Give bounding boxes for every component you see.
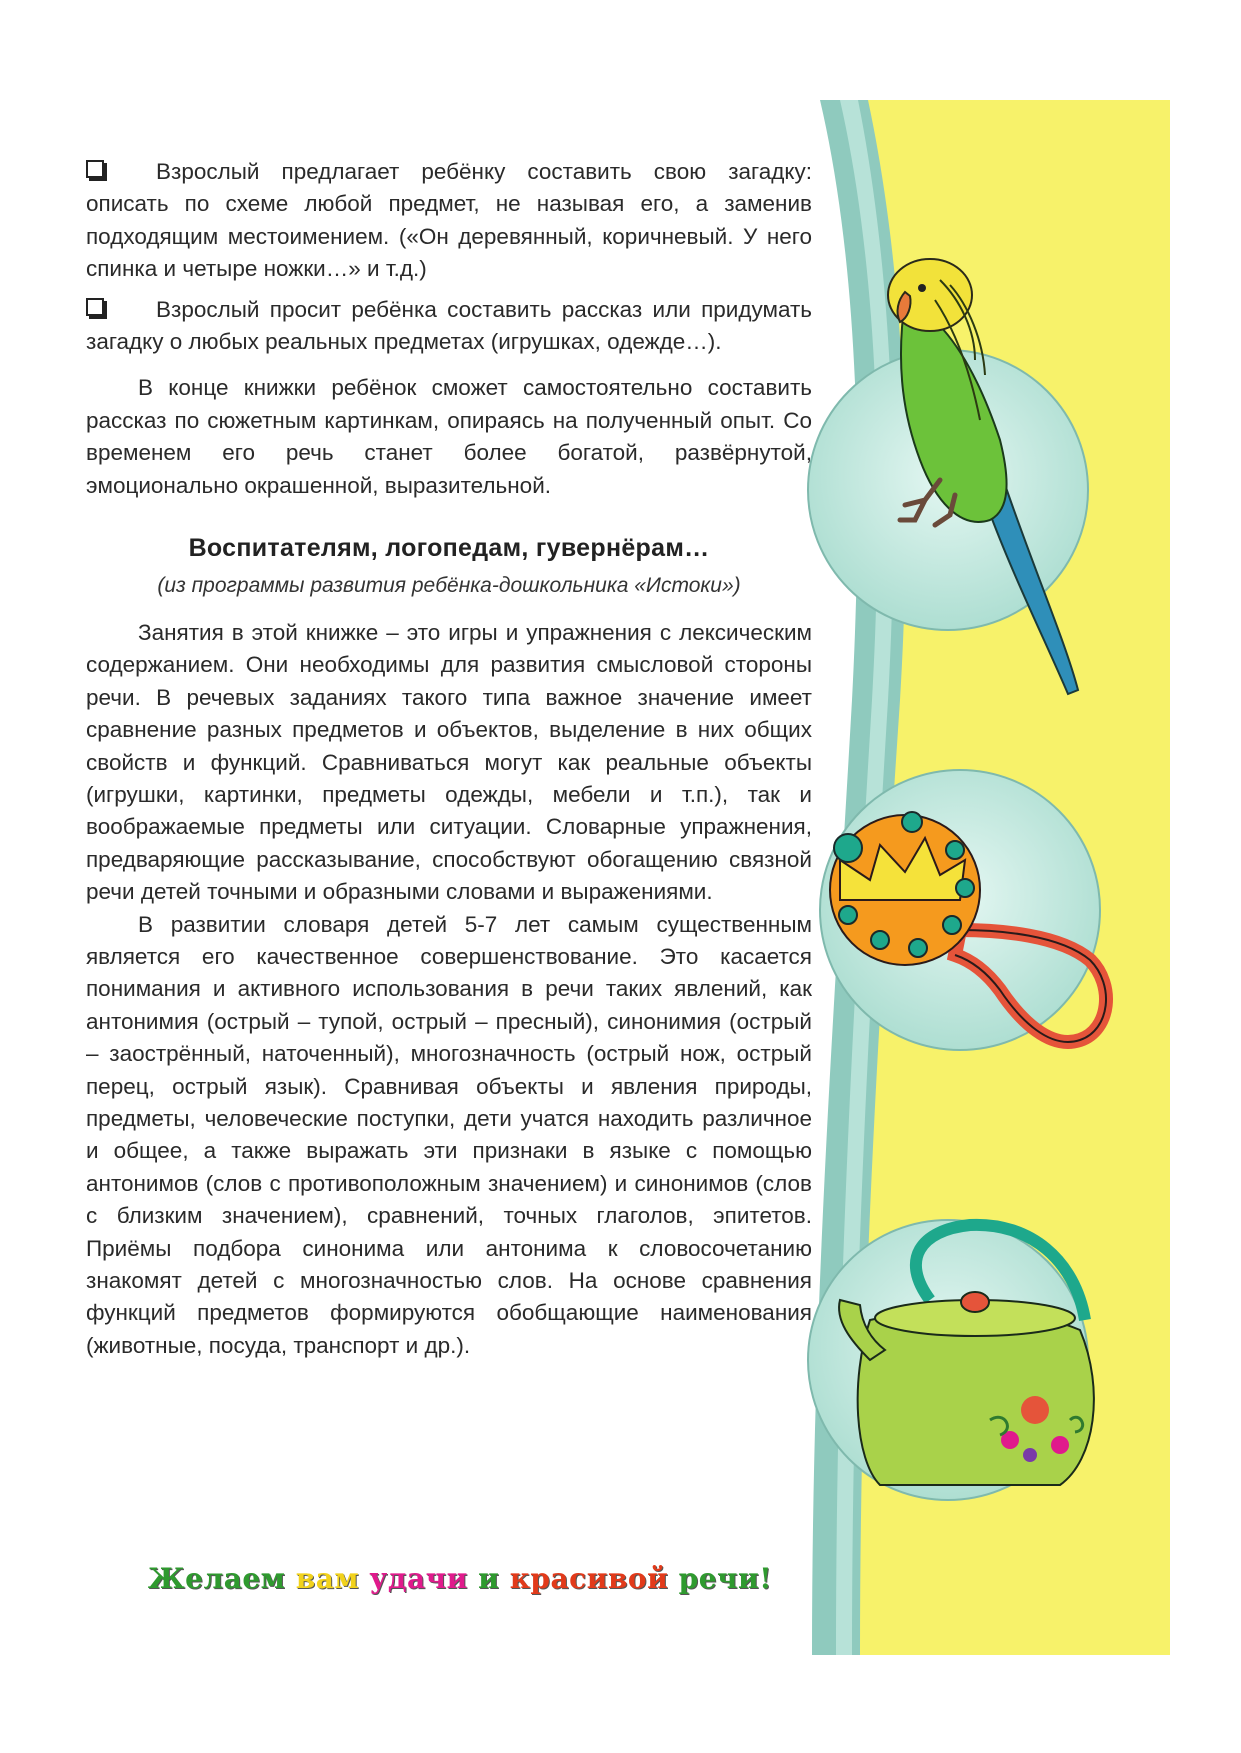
checkbox-bullet-icon	[86, 298, 104, 316]
section-heading: Воспитателям, логопедам, гувернёрам…	[188, 534, 710, 563]
wish-word-2: вам	[295, 1562, 360, 1595]
paragraph-1-text: Взрослый предлагает ребёнку составить свою загадку: описать по схеме любой предмет, не называя его, а заменив подходящим местоимением. («Он деревянный, коричневый. У него спинка и четыре ножки…» и т.д.)	[86, 159, 812, 282]
wish-word-3: удачи	[369, 1562, 468, 1595]
wish-word-1: Желаем	[147, 1562, 286, 1595]
bullet-paragraph-2	[86, 294, 812, 359]
closing-wish	[140, 1562, 780, 1595]
main-text-column	[86, 156, 812, 1362]
paragraph-4: Занятия в этой книжке – это игры и упражнения с лексическим содержанием. Они необходимы для развития смысловой стороны речи. В речевых заданиях такого типа важное значение имеет сравнение разных предметов и объектов, выделение в них общих свойств и функций. Сравниваться могут как реальные объекты (игрушки, картинки, предметы одежды, мебели и т.п.), так и воображаемые предметы или ситуации. Словарные упражнения, предваряющие рассказывание, способствуют обогащению связной речи детей точными и образными словами и выражениями.	[86, 619, 812, 905]
wish-word-6: речи!	[678, 1562, 773, 1595]
paragraph-2-text: Взрослый просит ребёнка составить рассказ или придумать загадку о любых реальных предметах (игрушках, одежде…).	[86, 296, 812, 355]
checkbox-bullet-icon	[86, 160, 104, 178]
wish-word-4: и	[478, 1562, 500, 1595]
paragraph-5: В развитии словаря детей 5-7 лет самым существенным является его качественное совершенствование. Это касается понимания и активного использования в речи таких явлений, как антонимия (острый – тупой, острый – пресный), синонимия (острый – заострённый, наточенный), многозначность (острый нож, острый перец, острый язык). Сравнивая объекты и явления природы, предметы, человеческие поступки, дети учатся находить различное и общее, а также выражать эти признаки в языке с помощью антонимов (слов с противоположным значением) и синонимов (слов с близким значением), сравнений, точных глаголов, эпитетов. Приёмы подбора синонима или антонима к словосочетанию знакомят детей с многозначностью слов. На основе сравнения функций предметов формируются обобщающие наименования (животные, посуда, транспорт и др.).	[86, 911, 812, 1358]
paragraph-3: В конце книжки ребёнок сможет самостоятельно составить рассказ по сюжетным картинкам, опираясь на полученный опыт. Со временем его речь станет более богатой, развёрнутой, эмоционально окрашенной, выразительной.	[86, 375, 812, 498]
section-subheading: (из программы развития ребёнка-дошкольника «Истоки»)	[157, 574, 741, 598]
bullet-paragraph-1	[86, 156, 812, 286]
wish-word-5: красивой	[509, 1562, 669, 1595]
